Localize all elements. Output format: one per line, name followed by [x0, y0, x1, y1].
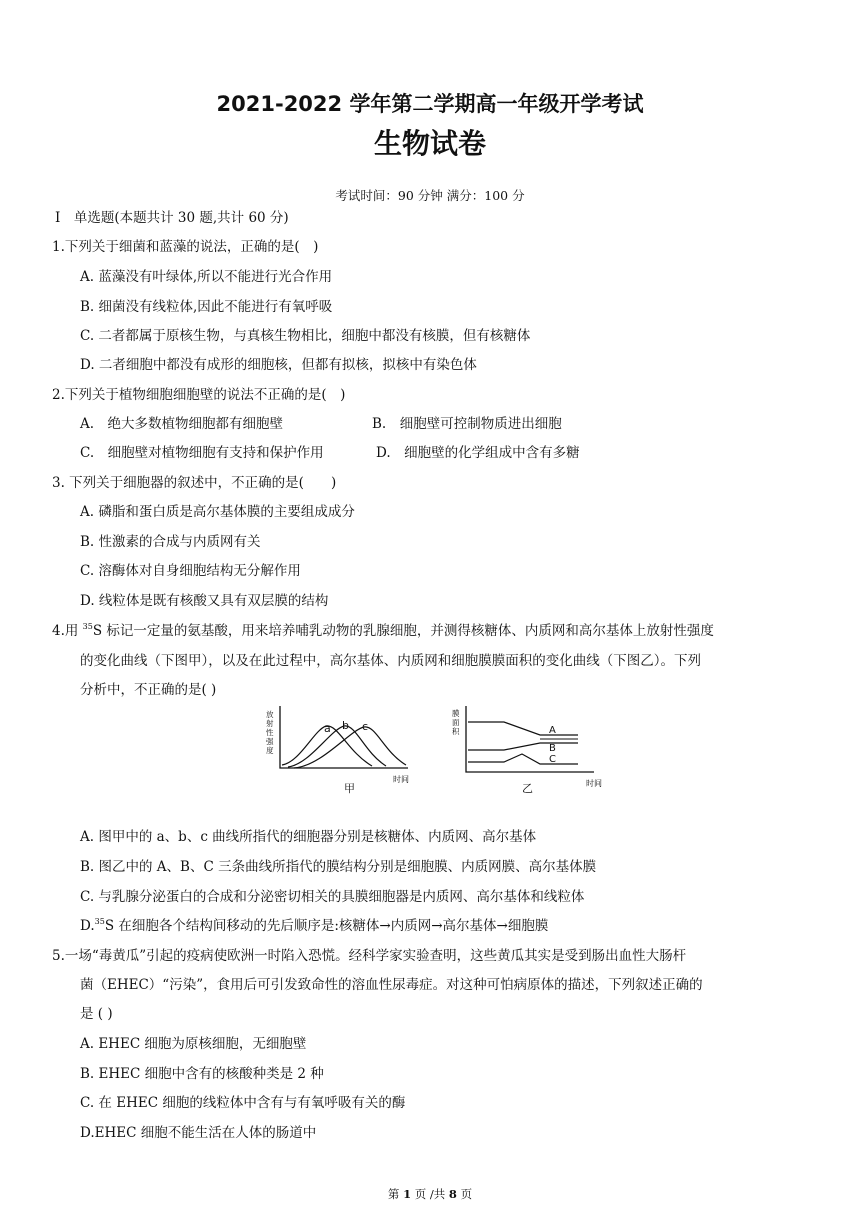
- curve-b-label: b: [342, 719, 349, 732]
- figure-yi: [448, 700, 608, 800]
- footer-page-number: 1: [403, 1187, 412, 1201]
- question-2-option-b: B. 细胞壁可控制物质进出细胞: [372, 416, 562, 432]
- figure-jia-caption: 甲: [344, 782, 355, 795]
- figure-jia-ylabel-char: 射: [266, 719, 274, 728]
- curve-a-label-yi: A: [549, 725, 556, 736]
- curve-a-label: a: [324, 722, 331, 735]
- question-3-option-d: D. 线粒体是既有核酸又具有双层膜的结构: [80, 593, 329, 609]
- figure-yi-xlabel: 时间: [586, 779, 602, 788]
- figure-yi-caption: 乙: [522, 782, 533, 795]
- isotope-superscript: 35: [82, 622, 93, 631]
- question-4-stem-line2: 的变化曲线（下图甲），以及在此过程中，高尔基体、内质网和细胞膜膜面积的变化曲线（下图乙）。下列: [80, 653, 701, 669]
- curve-lower: [468, 754, 578, 764]
- question-4-option-d: [80, 914, 548, 934]
- footer-mid: 页 /共: [414, 1187, 446, 1201]
- question-5-option-b: B. EHEC 细胞中含有的核酸种类是 2 种: [80, 1066, 324, 1082]
- figure-yi-ylabel-char: 积: [452, 727, 460, 736]
- question-4-option-d-prefix: D.: [80, 918, 95, 934]
- question-4-stem: [52, 619, 714, 639]
- question-5-option-a: A. EHEC 细胞为原核细胞，无细胞壁: [80, 1036, 307, 1052]
- footer-pre: 第: [387, 1187, 400, 1201]
- exam-info: 考试时间：90 分钟 满分：100 分: [335, 188, 525, 203]
- figure-jia-ylabel-char: 度: [266, 746, 274, 755]
- curve-middle: [468, 743, 578, 750]
- question-2-option-d: D. 细胞壁的化学组成中含有多糖: [376, 445, 580, 461]
- figure-jia-ylabel-char: 强: [266, 737, 274, 746]
- page-footer: [0, 1186, 860, 1202]
- question-5-stem-line2: 菌（EHEC）“污染”，食用后可引发致命性的溶血性尿毒症。对这种可怕病原体的描述，下列叙述正确的: [80, 977, 703, 993]
- question-3-option-b: B. 性激素的合成与内质网有关: [80, 534, 261, 550]
- figure-yi-ylabel-char: 膜: [452, 709, 460, 718]
- curve-c-label-yi: C: [549, 754, 556, 765]
- question-1-option-c: C. 二者都属于原核生物，与真核生物相比，细胞中都没有核膜，但有核糖体: [80, 328, 531, 344]
- figure-jia-ylabel-char: 性: [266, 728, 274, 737]
- question-1-stem: 1.下列关于细菌和蓝藻的说法，正确的是( ): [52, 239, 319, 255]
- question-5-option-d: D.EHEC 细胞不能生活在人体的肠道中: [80, 1125, 317, 1141]
- figure-jia-ylabel-char: 放: [266, 710, 274, 719]
- exam-title: 2021-2022 学年第二学期高一年级开学考试: [216, 92, 644, 116]
- question-5-stem-line3: 是 ( ): [80, 1006, 113, 1022]
- question-1-option-b: B. 细菌没有线粒体,因此不能进行有氧呼吸: [80, 299, 333, 315]
- isotope-superscript: 35: [94, 917, 105, 926]
- question-5-stem: 5.一场“毒黄瓜”引起的疫病使欧洲一时陷入恐慌。经科学家实验查明，这些黄瓜其实是受到肠出血性大肠杆: [52, 948, 687, 964]
- figure-yi-ylabel-char: 面: [452, 718, 460, 727]
- question-2-option-c: C. 细胞壁对植物细胞有支持和保护作用: [80, 445, 324, 461]
- question-2-option-a: A. 绝大多数植物细胞都有细胞壁: [80, 416, 284, 432]
- figure-jia: [260, 700, 420, 800]
- subject-title: 生物试卷: [373, 127, 486, 160]
- question-4-stem-line3: 分析中，不正确的是( ): [80, 682, 217, 698]
- question-2-stem: 2.下列关于植物细胞细胞壁的说法不正确的是( ): [52, 387, 346, 403]
- curve-b-label-yi: B: [549, 743, 556, 754]
- question-3-option-c: C. 溶酶体对自身细胞结构无分解作用: [80, 563, 301, 579]
- question-4-option-c: C. 与乳腺分泌蛋白的合成和分泌密切相关的具膜细胞器是内质网、高尔基体和线粒体: [80, 889, 585, 905]
- section-heading: Ⅰ 单选题(本题共计 30 题,共计 60 分): [55, 210, 289, 226]
- question-4-option-b: B. 图乙中的 A、B、C 三条曲线所指代的膜结构分别是细胞膜、内质网膜、高尔基体膜: [80, 859, 597, 875]
- curve-c-label: c: [362, 720, 369, 733]
- question-1-option-a: A. 蓝藻没有叶绿体,所以不能进行光合作用: [80, 269, 333, 285]
- question-4-option-a: A. 图甲中的 a、b、c 曲线所指代的细胞器分别是核糖体、内质网、高尔基体: [80, 829, 537, 845]
- footer-total-pages: 8: [448, 1187, 457, 1201]
- question-4-stem-rest: S 标记一定量的氨基酸，用来培养哺乳动物的乳腺细胞，并测得核糖体、内质网和高尔基体上放射性强度: [92, 623, 714, 639]
- question-4-stem-prefix: 4.用: [52, 623, 83, 639]
- question-1-option-d: D. 二者细胞中都没有成形的细胞核，但都有拟核，拟核中有染色体: [80, 357, 477, 373]
- figure-jia-axes: [280, 706, 408, 768]
- question-3-stem: 3. 下列关于细胞器的叙述中，不正确的是( ): [52, 475, 337, 491]
- figure-jia-xlabel: 时间: [393, 775, 409, 784]
- question-3-option-a: A. 磷脂和蛋白质是高尔基体膜的主要组成成分: [80, 504, 355, 520]
- question-4-option-d-rest: S 在细胞各个结构间移动的先后顺序是:核糖体→内质网→高尔基体→细胞膜: [104, 918, 549, 934]
- curve-c: [294, 727, 406, 768]
- question-5-option-c: C. 在 EHEC 细胞的线粒体中含有与有氧呼吸有关的酶: [80, 1095, 406, 1111]
- curve-upper: [468, 722, 578, 735]
- footer-post: 页: [460, 1187, 473, 1201]
